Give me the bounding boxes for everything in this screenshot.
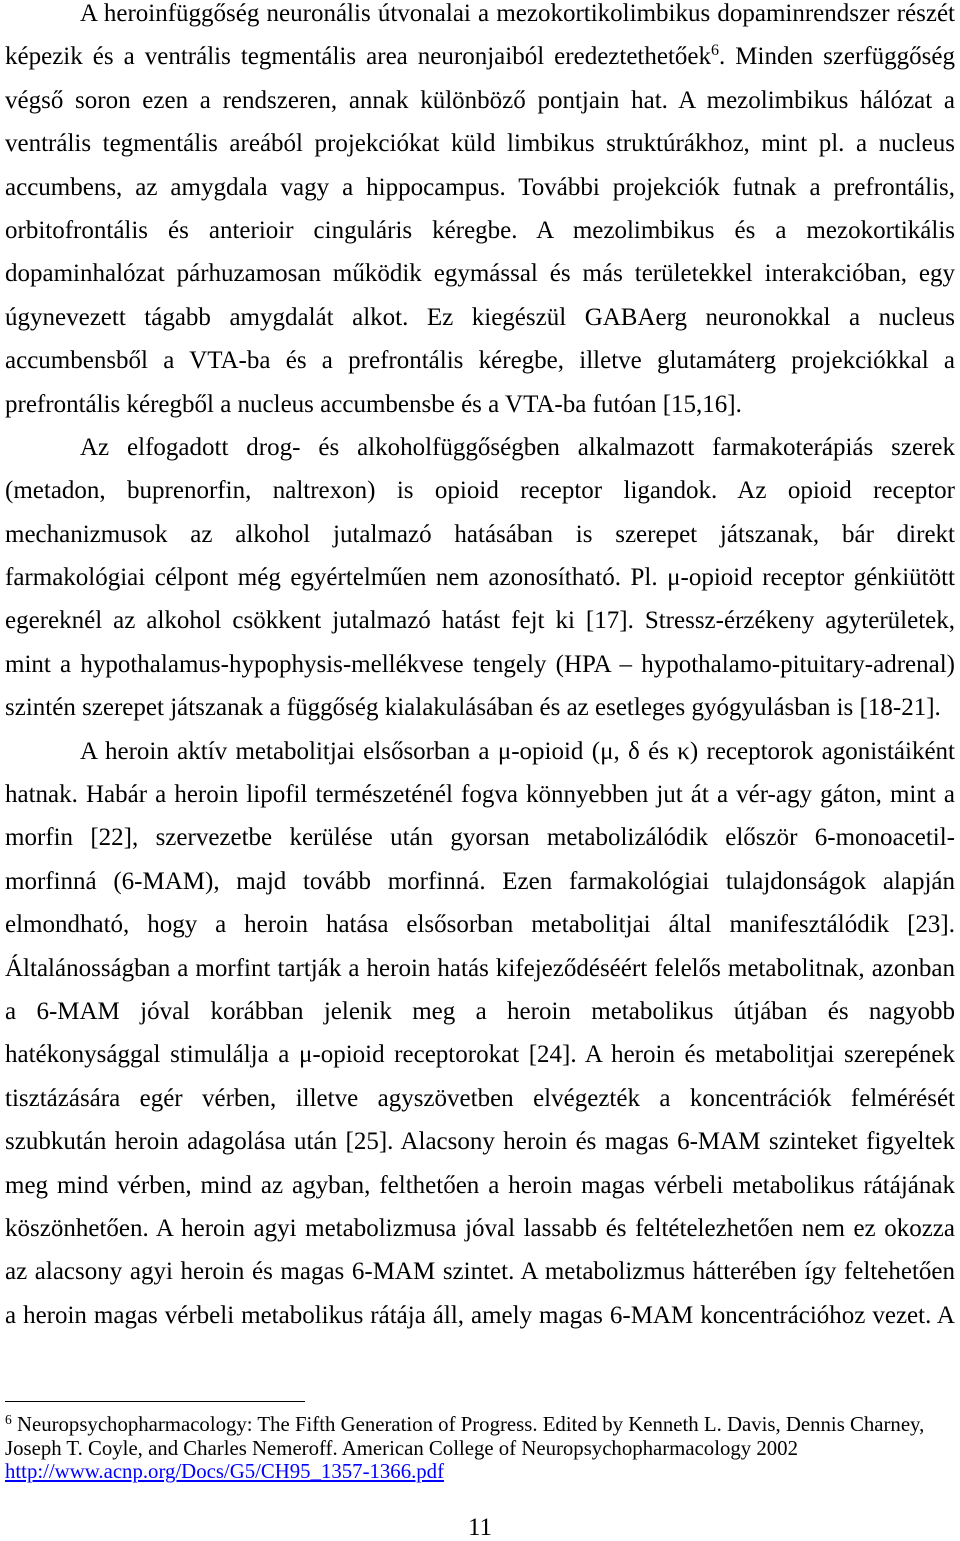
- page-number: 11: [467, 1514, 493, 1541]
- text-line: [5, 1033, 955, 1076]
- text-line: [5, 686, 955, 729]
- line-text-part: képezik és a ventrális tegmentális area neuronjaiból eredeztethetőek: [5, 43, 712, 71]
- line-text: morfin [22], szervezetbe kerülése után gyorsan metabolizálódik először 6-monoacetil-: [5, 824, 955, 852]
- line-text: az alacsony agyi heroin és magas 6-MAM szintet. A metabolizmus hátterében így feltehetően: [5, 1258, 955, 1286]
- text-line: [5, 643, 955, 686]
- line-text: tisztázására egér vérben, illetve agyszövetben elvégezték a koncentrációk felmérését: [5, 1084, 955, 1112]
- line-text: prefrontális kéregből a nucleus accumbensbe és a VTA-ba futóan [15,16].: [5, 390, 742, 418]
- line-text: A heroinfüggőség neuronális útvonalai a mezokortikolimbikus dopaminrendszer részét: [80, 0, 955, 27]
- line-text: farmakológiai célpont még egyértelműen nem azonosítható. Pl. μ-opioid receptor génkiütött: [5, 564, 955, 592]
- text-line: [5, 426, 955, 469]
- text-line: [5, 0, 955, 35]
- text-line: [5, 35, 955, 78]
- text-line: [5, 339, 955, 382]
- footnote-text: Neuropsychopharmacology: The Fifth Generation of Progress. Edited by Kenneth L. Davis, Dennis Charney,: [16, 1413, 925, 1436]
- paragraph-1: [5, 0, 955, 426]
- line-text: szubkután heroin adagolása után [25]. Alacsony heroin és magas 6-MAM szinteket figyeltek: [5, 1128, 955, 1156]
- line-text: morfinná (6-MAM), majd tovább morfinná. Ezen farmakológiai tulajdonságok alapján: [5, 867, 955, 895]
- text-line: [5, 1294, 955, 1337]
- line-text: Általánosságban a morfint tartják a heroin hatás kifejeződéséért felelős metabolitnak, azonban: [5, 954, 955, 982]
- text-line: [5, 1077, 955, 1120]
- line-text: elmondható, hogy a heroin hatása elsősorban metabolitjai által manifesztálódik [23].: [5, 911, 955, 939]
- text-line: [5, 860, 955, 903]
- footnote-text: Joseph T. Coyle, and Charles Nemeroff. American College of Neuropsychopharmacology 2002: [5, 1436, 798, 1460]
- line-text: A heroin aktív metabolitjai elsősorban a μ-opioid (μ, δ és κ) receptorok agonistáiként: [80, 737, 955, 765]
- text-line: [5, 513, 955, 556]
- text-line: [5, 79, 955, 122]
- line-text: hatékonysággal stimulálja a μ-opioid receptorokat [24]. A heroin és metabolitjai szerepének: [5, 1041, 955, 1069]
- line-text: egereknél az alkohol csökkent jutalmazó hatást fejt ki [17]. Stressz-érzékeny agyterületek,: [5, 607, 955, 635]
- line-text: ventrális tegmentális areából projekciókat küld limbikus struktúrákhoz, mint pl. a nucleus: [5, 130, 955, 158]
- text-line: [5, 209, 955, 252]
- line-text: accumbensből a VTA-ba és a prefrontális kéregbe, illetve glutamáterg projekciókkal a: [5, 347, 955, 375]
- footnote-marker: 6: [5, 1412, 12, 1427]
- text-line: [5, 599, 955, 642]
- line-text: a heroin magas vérbeli metabolikus rátája áll, amely magas 6-MAM koncentrációhoz vezet. A: [5, 1301, 955, 1329]
- text-line: [5, 252, 955, 295]
- footnote-line: [5, 1413, 955, 1437]
- line-text: dopaminhalózat párhuzamosan működik egymással és más területekkel interakcióban, egy: [5, 260, 955, 288]
- text-line: [5, 296, 955, 339]
- line-text: meg mind vérben, mind az agyban, felthetően a heroin magas vérbeli metabolikus rátájának: [5, 1171, 955, 1199]
- footnote-line: [5, 1460, 955, 1484]
- text-line: [5, 816, 955, 859]
- text-line: [5, 166, 955, 209]
- text-line: [5, 1250, 955, 1293]
- main-text: [5, 0, 955, 1337]
- line-text: Az elfogadott drog- és alkoholfüggőségben alkalmazott farmakoterápiás szerek: [80, 433, 955, 461]
- line-text: [5, 35, 955, 78]
- text-line: [5, 556, 955, 599]
- footnote-line: [5, 1437, 955, 1461]
- line-text: hatnak. Habár a heroin lipofil természeténél fogva könnyebben jut át a vér-agy gáton, mint a: [5, 781, 955, 809]
- paragraph-3: [5, 730, 955, 1337]
- footnote-link[interactable]: http://www.acnp.org/Docs/G5/CH95_1357-1366.pdf: [5, 1460, 445, 1484]
- text-line: [5, 947, 955, 990]
- footnote-reference: 6: [711, 42, 720, 60]
- text-line: [5, 730, 955, 773]
- text-line: [5, 773, 955, 816]
- text-line: [5, 1120, 955, 1163]
- line-text: a 6-MAM jóval korábban jelenik meg a heroin metabolikus útjában és nagyobb: [5, 997, 955, 1025]
- line-text: köszönhetően. A heroin agyi metabolizmusa jóval lassabb és feltételezhetően nem ez okozza: [5, 1214, 955, 1242]
- footnote-separator: [5, 1401, 305, 1402]
- footnote: [5, 1413, 955, 1484]
- line-text: végső soron ezen a rendszeren, annak különböző pontjain hat. A mezolimbikus hálózat a: [5, 86, 955, 114]
- line-text: mint a hypothalamus-hypophysis-mellékvese tengely (HPA – hypothalamo-pituitary-adrenal): [5, 650, 955, 678]
- line-text-part: . Minden szerfüggőség: [719, 43, 955, 71]
- text-line: [5, 1164, 955, 1207]
- line-text: (metadon, buprenorfin, naltrexon) is opioid receptor ligandok. Az opioid receptor: [5, 477, 955, 505]
- text-line: [5, 122, 955, 165]
- text-line: [5, 990, 955, 1033]
- text-line: [5, 1207, 955, 1250]
- line-text: orbitofrontális és anterioir cinguláris kéregbe. A mezolimbikus és a mezokortikális: [5, 216, 955, 244]
- line-text: úgynevezett tágabb amygdalát alkot. Ez kiegészül GABAerg neuronokkal a nucleus: [5, 303, 955, 331]
- text-line: [5, 469, 955, 512]
- line-text: szintén szerepet játszanak a függőség kialakulásában és az esetleges gyógyulásban is [18-21].: [5, 694, 941, 722]
- line-text: mechanizmusok az alkohol jutalmazó hatásában is szerepet játszanak, bár direkt: [5, 520, 955, 548]
- paragraph-2: [5, 426, 955, 730]
- line-text: accumbens, az amygdala vagy a hippocampus. További projekciók futnak a prefrontális,: [5, 173, 955, 201]
- text-line: [5, 903, 955, 946]
- text-line: [5, 383, 955, 426]
